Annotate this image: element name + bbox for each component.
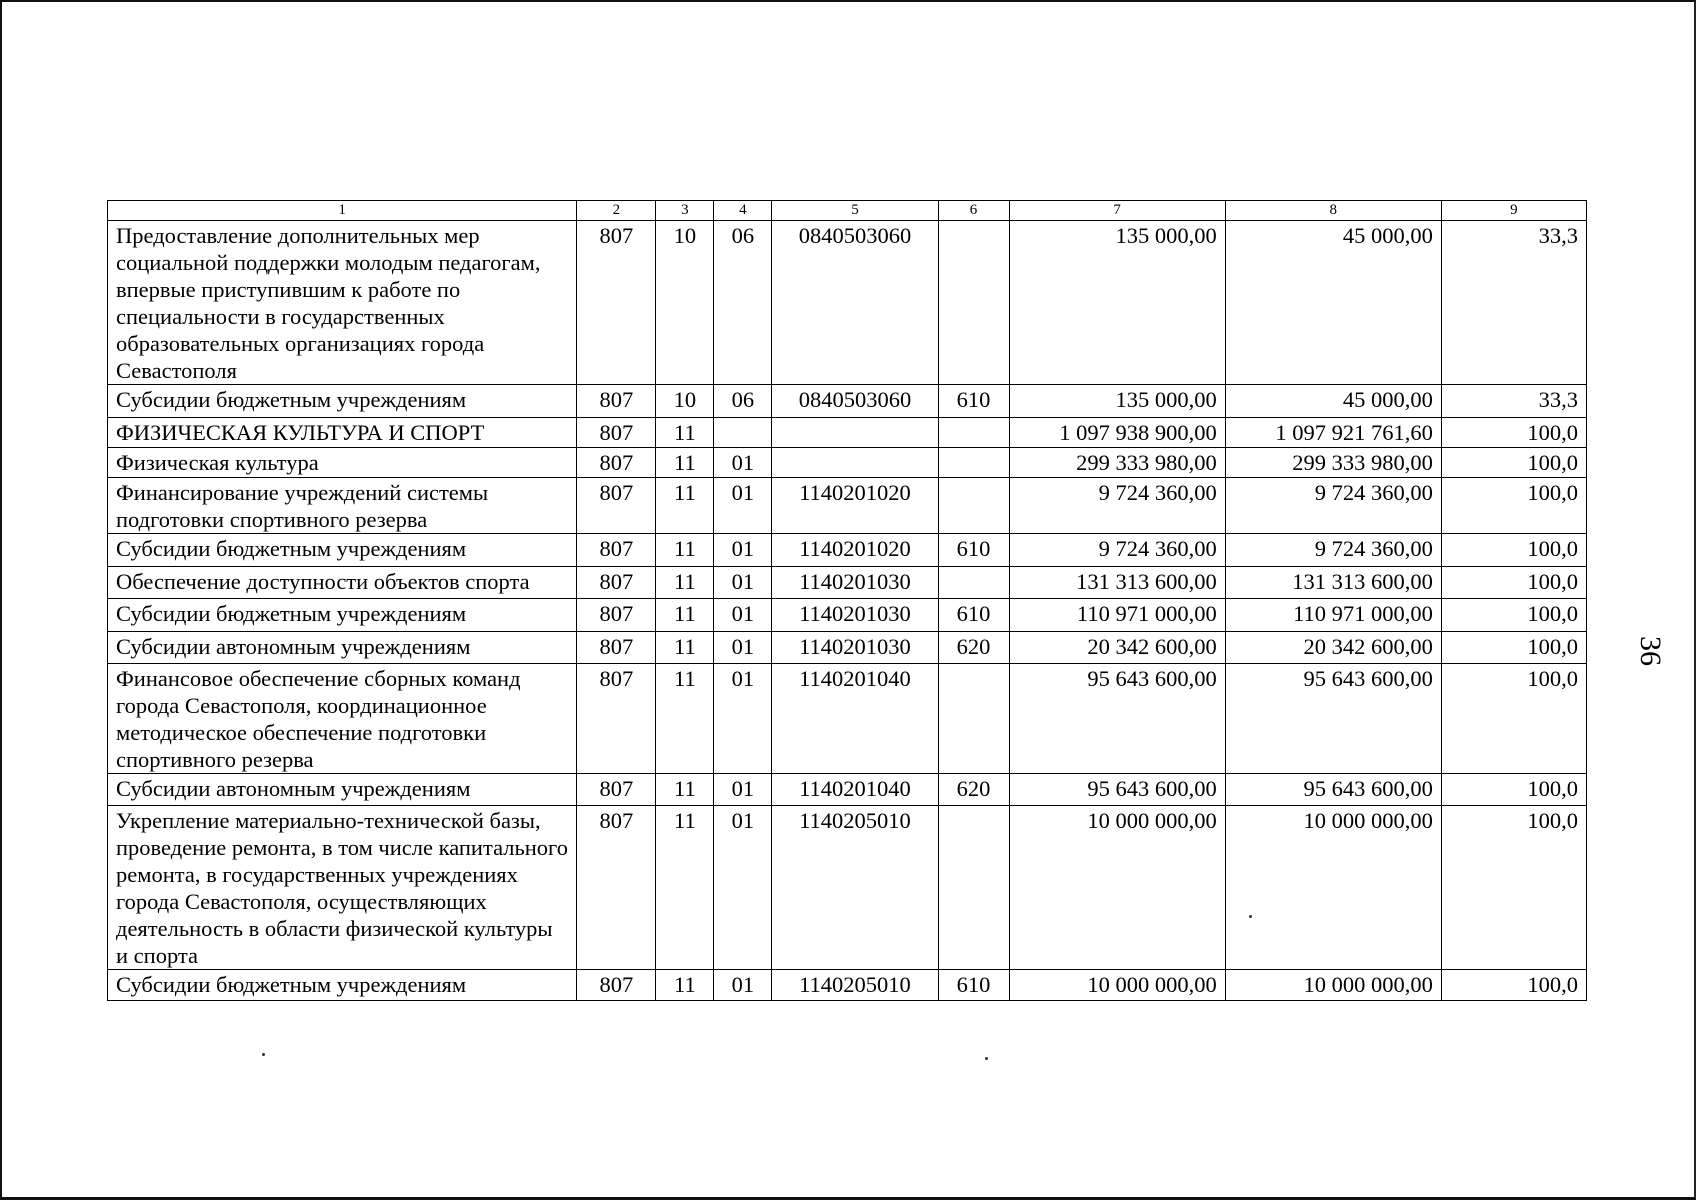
subsection-cell: 01 [714,567,772,599]
row-name-cell: Физическая культура [108,448,577,478]
section-cell: 11 [656,664,714,774]
expense-type-cell: 610 [938,970,1009,1001]
subsection-cell: 01 [714,478,772,534]
table-row [108,534,1587,567]
scan-speck [985,1057,988,1060]
ministry-code-cell: 807 [577,599,656,632]
plan-amount-cell: 20 342 600,00 [1009,632,1225,664]
expense-type-cell [938,567,1009,599]
subsection-cell: 01 [714,632,772,664]
section-cell: 11 [656,567,714,599]
executed-amount-cell: 9 724 360,00 [1225,534,1441,567]
column-header: 9 [1441,201,1586,221]
ministry-code-cell: 807 [577,806,656,970]
budget-table [107,200,1587,1001]
target-article-cell: 0840503060 [772,221,938,385]
plan-amount-cell: 95 643 600,00 [1009,774,1225,806]
section-cell: 11 [656,806,714,970]
ministry-code-cell: 807 [577,567,656,599]
row-name-cell: Субсидии бюджетным учреждениям [108,599,577,632]
column-header: 5 [772,201,938,221]
ministry-code-cell: 807 [577,418,656,448]
percent-cell: 33,3 [1441,385,1586,418]
subsection-cell: 06 [714,385,772,418]
row-name-cell: Субсидии автономным учреждениям [108,632,577,664]
target-article-cell: 1140201020 [772,478,938,534]
column-number-row [108,201,1587,221]
executed-amount-cell: 9 724 360,00 [1225,478,1441,534]
percent-cell: 100,0 [1441,567,1586,599]
row-name-cell: ФИЗИЧЕСКАЯ КУЛЬТУРА И СПОРТ [108,418,577,448]
percent-cell: 100,0 [1441,774,1586,806]
executed-amount-cell: 95 643 600,00 [1225,774,1441,806]
executed-amount-cell: 95 643 600,00 [1225,664,1441,774]
table-row [108,418,1587,448]
ministry-code-cell: 807 [577,448,656,478]
executed-amount-cell: 1 097 921 761,60 [1225,418,1441,448]
percent-cell: 100,0 [1441,664,1586,774]
expense-type-cell: 620 [938,774,1009,806]
expense-type-cell [938,664,1009,774]
section-cell: 10 [656,385,714,418]
executed-amount-cell: 45 000,00 [1225,385,1441,418]
table-row [108,599,1587,632]
column-header: 6 [938,201,1009,221]
executed-amount-cell: 299 333 980,00 [1225,448,1441,478]
expense-type-cell: 610 [938,385,1009,418]
column-header: 4 [714,201,772,221]
row-name-cell: Финансовое обеспечение сборных команд города Севастополя, координационное методическое обеспечение подготовки спортивного резерва [108,664,577,774]
ministry-code-cell: 807 [577,664,656,774]
ministry-code-cell: 807 [577,385,656,418]
row-name-cell: Субсидии автономным учреждениям [108,774,577,806]
target-article-cell: 1140201020 [772,534,938,567]
target-article-cell: 1140205010 [772,806,938,970]
table-row [108,774,1587,806]
table-row [108,567,1587,599]
plan-amount-cell: 135 000,00 [1009,385,1225,418]
table-row [108,664,1587,774]
subsection-cell: 06 [714,221,772,385]
expense-type-cell [938,478,1009,534]
section-cell: 11 [656,599,714,632]
expense-type-cell [938,221,1009,385]
expense-type-cell [938,448,1009,478]
executed-amount-cell: 10 000 000,00 [1225,970,1441,1001]
ministry-code-cell: 807 [577,632,656,664]
plan-amount-cell: 10 000 000,00 [1009,970,1225,1001]
plan-amount-cell: 135 000,00 [1009,221,1225,385]
column-header: 1 [108,201,577,221]
row-name-cell: Укрепление материально-технической базы, проведение ремонта, в том числе капитального ремонта, в государственных учреждениях города Севастополя, осуществляющих деятельность в области физической культуры и спорта [108,806,577,970]
section-cell: 11 [656,478,714,534]
plan-amount-cell: 95 643 600,00 [1009,664,1225,774]
plan-amount-cell: 299 333 980,00 [1009,448,1225,478]
row-name-cell: Предоставление дополнительных мер социальной поддержки молодым педагогам, впервые приступившим к работе по специальности в государственных образовательных организациях города Севастополя [108,221,577,385]
expense-type-cell: 610 [938,599,1009,632]
table-row [108,632,1587,664]
plan-amount-cell: 110 971 000,00 [1009,599,1225,632]
expense-type-cell: 620 [938,632,1009,664]
target-article-cell [772,418,938,448]
plan-amount-cell: 9 724 360,00 [1009,478,1225,534]
subsection-cell: 01 [714,448,772,478]
section-cell: 11 [656,448,714,478]
ministry-code-cell: 807 [577,534,656,567]
plan-amount-cell: 131 313 600,00 [1009,567,1225,599]
percent-cell: 100,0 [1441,448,1586,478]
subsection-cell: 01 [714,534,772,567]
section-cell: 10 [656,221,714,385]
executed-amount-cell: 110 971 000,00 [1225,599,1441,632]
subsection-cell: 01 [714,774,772,806]
percent-cell: 100,0 [1441,806,1586,970]
expense-type-cell: 610 [938,534,1009,567]
target-article-cell: 1140205010 [772,970,938,1001]
percent-cell: 33,3 [1441,221,1586,385]
row-name-cell: Обеспечение доступности объектов спорта [108,567,577,599]
section-cell: 11 [656,534,714,567]
plan-amount-cell: 10 000 000,00 [1009,806,1225,970]
percent-cell: 100,0 [1441,599,1586,632]
executed-amount-cell: 45 000,00 [1225,221,1441,385]
column-header: 3 [656,201,714,221]
table-row [108,970,1587,1001]
column-header: 8 [1225,201,1441,221]
target-article-cell: 1140201040 [772,664,938,774]
subsection-cell [714,418,772,448]
ministry-code-cell: 807 [577,970,656,1001]
plan-amount-cell: 1 097 938 900,00 [1009,418,1225,448]
row-name-cell: Субсидии бюджетным учреждениям [108,385,577,418]
subsection-cell: 01 [714,806,772,970]
target-article-cell: 1140201030 [772,599,938,632]
column-header: 2 [577,201,656,221]
section-cell: 11 [656,418,714,448]
table-row [108,448,1587,478]
row-name-cell: Финансирование учреждений системы подготовки спортивного резерва [108,478,577,534]
subsection-cell: 01 [714,664,772,774]
ministry-code-cell: 807 [577,478,656,534]
table-row [108,385,1587,418]
page-number: 36 [1634,636,1667,666]
ministry-code-cell: 807 [577,221,656,385]
column-header: 7 [1009,201,1225,221]
subsection-cell: 01 [714,599,772,632]
subsection-cell: 01 [714,970,772,1001]
table-row [108,806,1587,970]
section-cell: 11 [656,774,714,806]
expense-type-cell [938,418,1009,448]
percent-cell: 100,0 [1441,970,1586,1001]
scan-speck [262,1053,265,1056]
table-row [108,221,1587,385]
section-cell: 11 [656,632,714,664]
percent-cell: 100,0 [1441,632,1586,664]
scan-speck [1249,915,1252,918]
percent-cell: 100,0 [1441,534,1586,567]
percent-cell: 100,0 [1441,478,1586,534]
row-name-cell: Субсидии бюджетным учреждениям [108,970,577,1001]
target-article-cell: 0840503060 [772,385,938,418]
target-article-cell [772,448,938,478]
ministry-code-cell: 807 [577,774,656,806]
section-cell: 11 [656,970,714,1001]
expense-type-cell [938,806,1009,970]
executed-amount-cell: 10 000 000,00 [1225,806,1441,970]
percent-cell: 100,0 [1441,418,1586,448]
row-name-cell: Субсидии бюджетным учреждениям [108,534,577,567]
executed-amount-cell: 20 342 600,00 [1225,632,1441,664]
target-article-cell: 1140201030 [772,632,938,664]
executed-amount-cell: 131 313 600,00 [1225,567,1441,599]
plan-amount-cell: 9 724 360,00 [1009,534,1225,567]
target-article-cell: 1140201040 [772,774,938,806]
table-row [108,478,1587,534]
target-article-cell: 1140201030 [772,567,938,599]
